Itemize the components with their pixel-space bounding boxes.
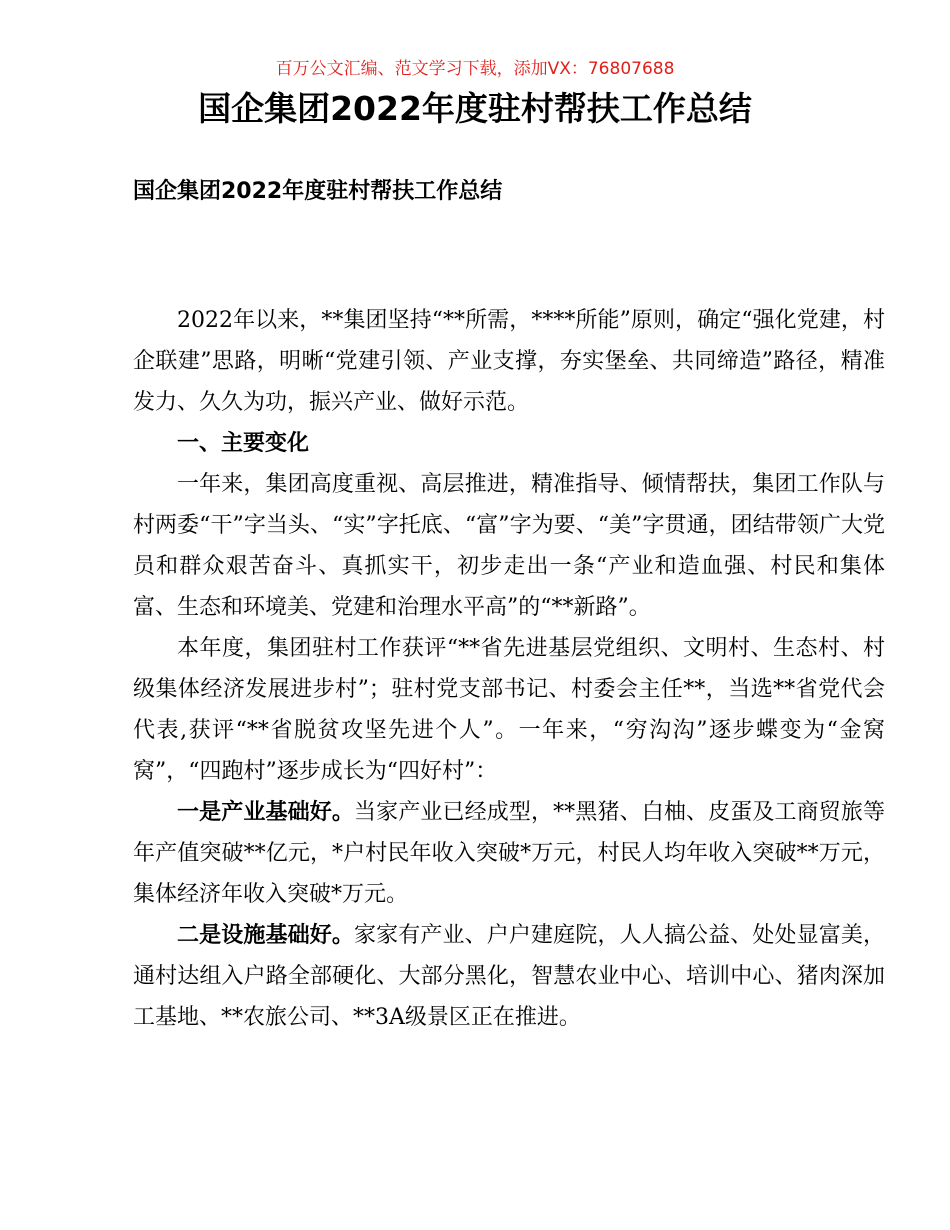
point-facilities-lead: 二是设施基础好。 — [177, 923, 355, 948]
point-facilities — [133, 915, 885, 1038]
intro-paragraph: 2022年以来，**集团坚持“**所需，****所能”原则，确定“强化党建，村企联建”思路，明晰“党建引领、产业支撑，夯实堡垒、共同缔造”路径，精准发力、久久为功，振兴产业、做好示范。 — [133, 308, 885, 415]
paragraph-overview: 一年来，集团高度重视、高层推进，精准指导、倾情帮扶，集团工作队与村两委“干”字当头、“实”字托底、“富”字为要、“美”字贯通，团结带领广大党员和群众艰苦奋斗、真抓实干，初步走出一条“产业和造血强、村民和集体富、生态和环境美、党建和治理水平高”的“**新路”。 — [133, 472, 885, 620]
paragraph-awards: 本年度，集团驻村工作获评“**省先进基层党组织、文明村、生态村、村级集体经济发展进步村”；驻村党支部书记、村委会主任**，当选**省党代会代表,获评“**省脱贫攻坚先进个人”。一年来，“穷沟沟”逐步蝶变为“金窝窝”，“四跑村”逐步成长为“四好村”： — [133, 636, 885, 784]
download-banner: 百万公文汇编、范文学习下载，添加VX：76807688 — [275, 59, 675, 79]
document-body — [133, 300, 885, 1038]
section-heading-main-changes: 一、主要变化 — [177, 431, 310, 456]
point-industry-lead: 一是产业基础好。 — [177, 800, 355, 825]
document-subtitle: 国企集团2022年度驻村帮扶工作总结 — [133, 179, 503, 204]
point-industry-text: 当家产业已经成型，**黑猪、白柚、皮蛋及工商贸旅等年产值突破**亿元，*户村民年收入突破*万元，村民人均年收入突破**万元，集体经济年收入突破*万元。 — [133, 800, 885, 907]
page-title: 国企集团2022年度驻村帮扶工作总结 — [198, 89, 752, 128]
point-facilities-text: 家家有产业、户户建庭院，人人搞公益、处处显富美，通村达组入户路全部硬化、大部分黑化，智慧农业中心、培训中心、猪肉深加工基地、**农旅公司、**3A级景区正在推进。 — [133, 923, 885, 1030]
point-industry — [133, 792, 885, 915]
